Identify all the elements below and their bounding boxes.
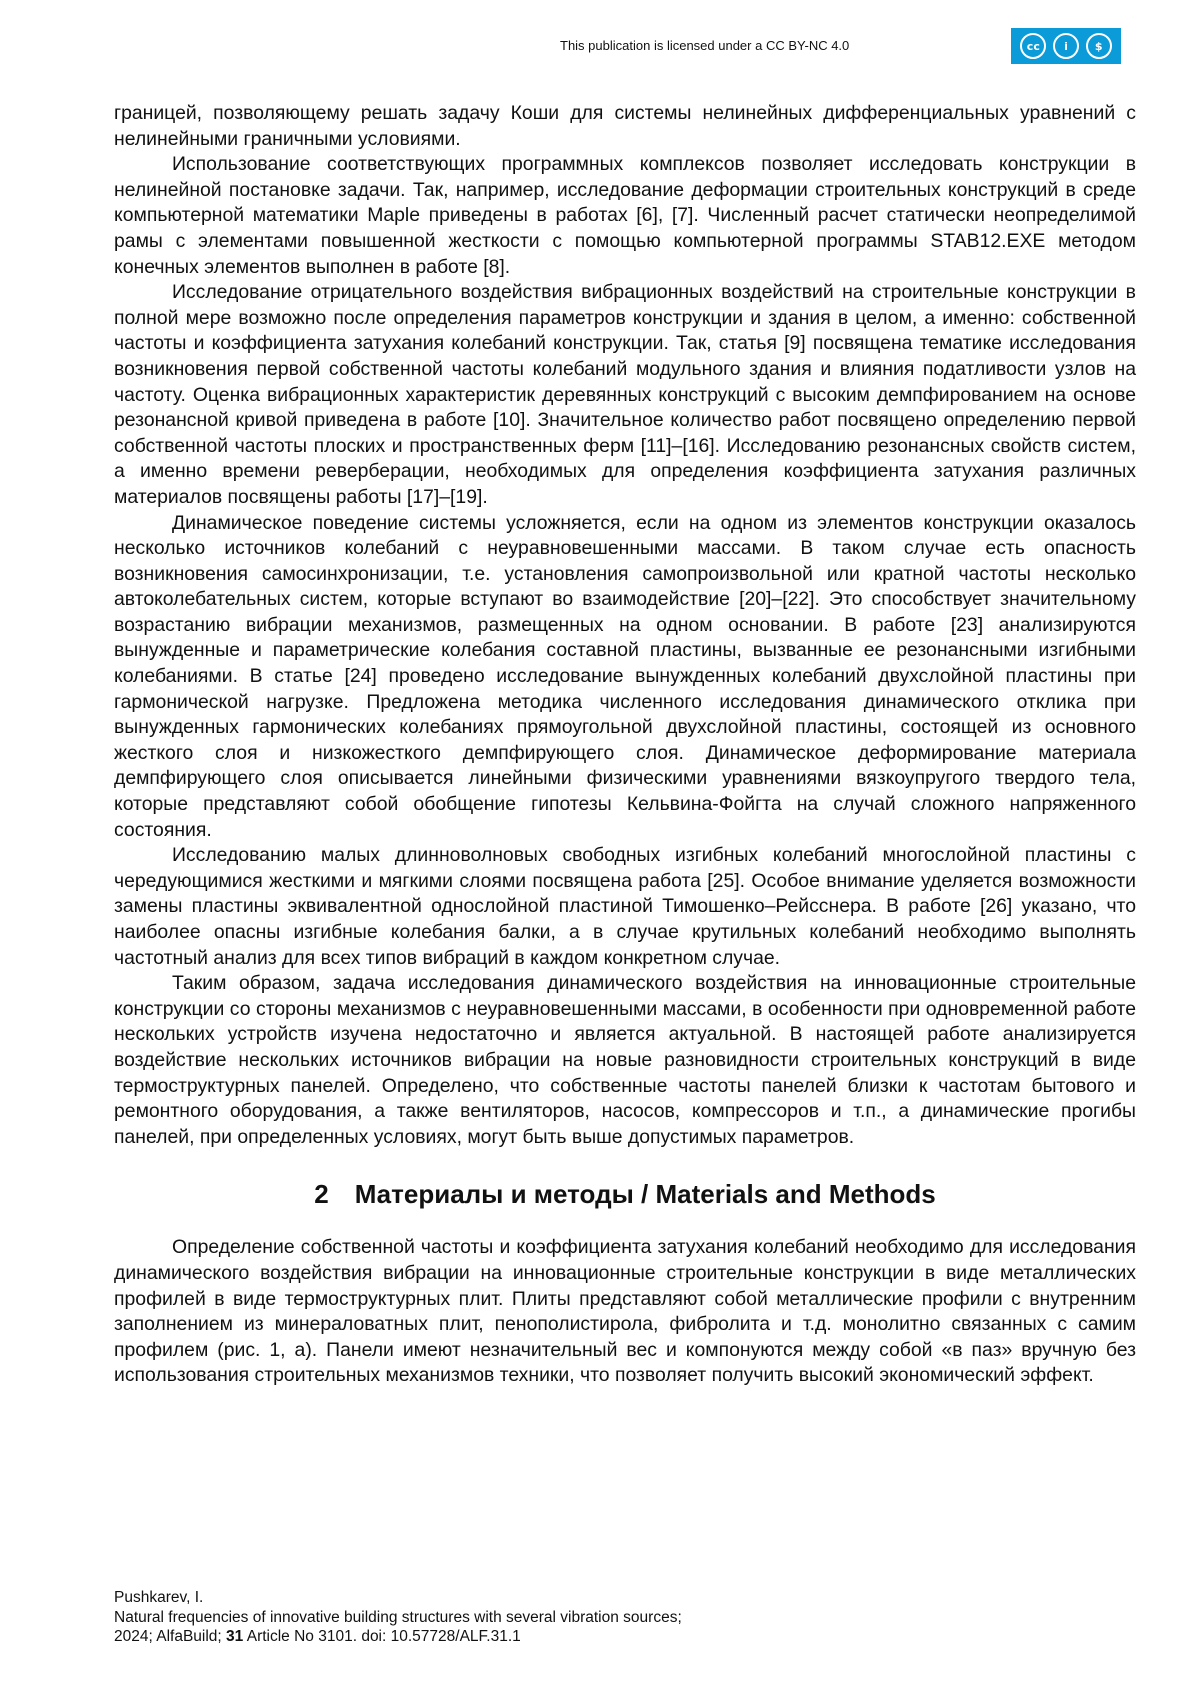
license-notice: This publication is licensed under a CC BY-NC 4.0 xyxy=(560,38,1000,53)
section-heading xyxy=(114,1178,1136,1210)
footer-article-title: Natural frequencies of innovative building structures with several vibration sources; xyxy=(114,1608,1014,1628)
footer-author: Pushkarev, I. xyxy=(114,1588,1014,1608)
footer-citation-suffix: Article No 3101. doi: 10.57728/ALF.31.1 xyxy=(243,1628,520,1645)
footer-citation-prefix: 2024; AlfaBuild; xyxy=(114,1628,226,1645)
footer-citation xyxy=(114,1627,1014,1647)
paragraph: границей, позволяющему решать задачу Коши для системы нелинейных дифференциальных уравнений с нелинейными граничными условиями. xyxy=(114,101,1136,152)
page-footer xyxy=(114,1588,1014,1647)
paragraph: Динамическое поведение системы усложняется, если на одном из элементов конструкции оказалось несколько источников колебаний с неуравновешенными массами. В таком случае есть опасность возникновения самосинхронизации, т.е. установления самопроизвольной или кратной частоты несколько автоколебательных систем, которые вступают во взаимодействие [20]–[22]. Это способствует значительному возрастанию вибрации механизмов, размещенных на одном основании. В работе [23] анализируются вынужденные и параметрические колебания составной пластины, вызванные ее резонансными изгибными колебаниями. В статье [24] проведено исследование вынужденных колебаний двухслойной пластины при гармонической нагрузке. Предложена методика численного исследования динамического отклика при вынужденных гармонических колебаниях прямоугольной двухслойной пластины, состоящей из основного жесткого слоя и низкожесткого демпфирующего слоя. Динамическое деформирование материала демпфирующего слоя описывается линейными физическими уравнениями вязкоупругого твердого тела, которые представляют собой обобщение гипотезы Кельвина-Фойгта на случай сложного напряженного состояния. xyxy=(114,511,1136,844)
cc-license-badge[interactable] xyxy=(1011,28,1121,64)
article-body xyxy=(114,101,1136,1389)
cc-icon: cc xyxy=(1020,33,1046,59)
section-number: 2 xyxy=(314,1179,328,1209)
paragraph: Использование соответствующих программных комплексов позволяет исследовать конструкции в нелинейной постановке задачи. Так, например, исследование деформации строительных конструкций в среде компьютерной математики Maple приведены в работах [6], [7]. Численный расчет статически неопределимой рамы с элементами повышенной жесткости с помощью компьютерной программы STAB12.EXE методом конечных элементов выполнен в работе [8]. xyxy=(114,152,1136,280)
paragraph: Определение собственной частоты и коэффициента затухания колебаний необходимо для исследования динамического воздействия вибрации на инновационные строительные конструкции в виде металлических профилей в виде термоструктурных плит. Плиты представляют собой металлические профили с внутренним заполнением из минераловатных плит, пенополистирола, фибролита и т.д. монолитно связанных с самим профилем (рис. 1, а). Панели имеют незначительный вес и компонуются между собой «в паз» вручную без использования строительных механизмов техники, что позволяет получить высокий экономический эффект. xyxy=(114,1235,1136,1389)
person-icon: i xyxy=(1053,33,1079,59)
section-title: Материалы и методы / Materials and Methods xyxy=(355,1179,936,1209)
paragraph: Исследование отрицательного воздействия вибрационных воздействий на строительные конструкции в полной мере возможно после определения параметров конструкции и здания в целом, а именно: собственной частоты и коэффициента затухания колебаний конструкции. Так, статья [9] посвящена тематике исследования возникновения первой собственной частоты колебаний модульного здания и влияния податливости узлов на частоту. Оценка вибрационных характеристик деревянных конструкций с высоким демпфированием на основе резонансной кривой приведена в работе [10]. Значительное количество работ посвящено определению первой собственной частоты плоских и пространственных ферм [11]–[16]. Исследованию резонансных свойств систем, а именно времени реверберации, необходимых для определения коэффициента затухания различных материалов посвящены работы [17]–[19]. xyxy=(114,280,1136,510)
paragraph: Таким образом, задача исследования динамического воздействия на инновационные строительные конструкции со стороны механизмов с неуравновешенными массами, в особенности при одновременной работе нескольких устройств изучена недостаточно и является актуальной. В настоящей работе анализируется воздействие нескольких источников вибрации на новые разновидности строительных конструкций в виде термоструктурных панелей. Определено, что собственные частоты панелей близки к частотам бытового и ремонтного оборудования, а также вентиляторов, насосов, компрессоров и т.п., а динамические прогибы панелей, при определенных условиях, могут быть выше допустимых параметров. xyxy=(114,971,1136,1150)
noncommercial-icon: $ xyxy=(1086,33,1112,59)
paragraph: Исследованию малых длинноволновых свободных изгибных колебаний многослойной пластины с чередующимися жесткими и мягкими слоями посвящена работа [25]. Особое внимание уделяется возможности замены пластины эквивалентной однослойной пластиной Тимошенко–Рейсснера. В работе [26] указано, что наиболее опасны изгибные колебания балки, а в случае крутильных колебаний необходимо выполнять частотный анализ для всех типов вибраций в каждом конкретном случае. xyxy=(114,843,1136,971)
footer-volume: 31 xyxy=(226,1628,243,1645)
